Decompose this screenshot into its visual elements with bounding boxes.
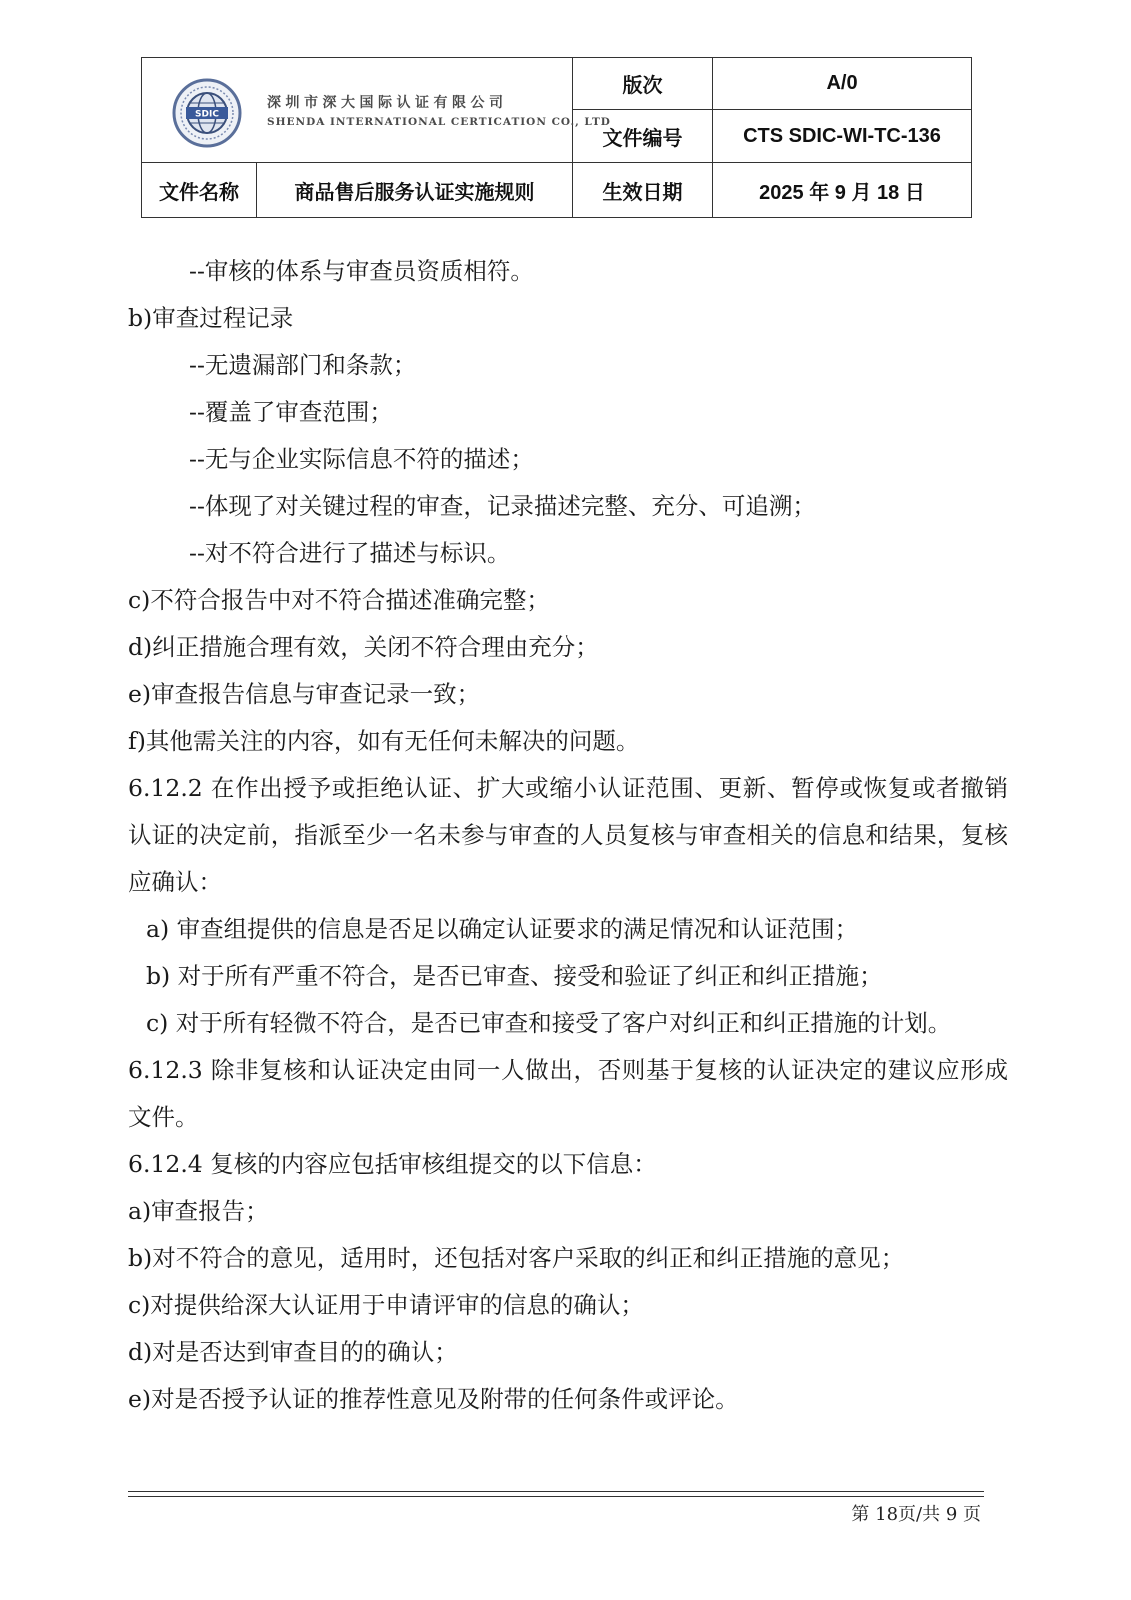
- footer-divider: [128, 1491, 984, 1492]
- doc-number-value: CTS SDIC-WI-TC-136: [713, 110, 972, 163]
- document-body: [128, 248, 1008, 1423]
- text-line: --对不符合进行了描述与标识。: [189, 539, 511, 567]
- page-number: 第 18页/共 9 页: [851, 1504, 981, 1525]
- text-line: --体现了对关键过程的审查，记录描述完整、充分、可追溯；: [189, 492, 816, 520]
- text-line: --无遗漏部门和条款；: [189, 351, 417, 379]
- company-logo: [172, 78, 611, 148]
- doc-name-label: 文件名称: [142, 163, 257, 218]
- text-line: --无与企业实际信息不符的描述；: [189, 445, 534, 473]
- text-line: d)纠正措施合理有效，关闭不符合理由充分；: [128, 633, 599, 661]
- text-line: f)其他需关注的内容，如有无任何未解决的问题。: [128, 727, 640, 755]
- doc-name-value: 商品售后服务认证实施规则: [257, 163, 573, 218]
- text-line: c) 对于所有轻微不符合，是否已审查和接受了客户对纠正和纠正措施的计划。: [146, 1009, 952, 1037]
- text-line: b)审查过程记录: [128, 304, 294, 332]
- clause-6-12-3: 6.12.3 除非复核和认证决定由同一人做出，否则基于复核的认证决定的建议应形成文件。: [128, 1056, 1008, 1131]
- doc-number-label: 文件编号: [573, 110, 713, 163]
- company-logo-cell: [142, 58, 611, 163]
- text-line: a) 审查组提供的信息是否足以确定认证要求的满足情况和认证范围；: [146, 915, 859, 943]
- footer-divider: [128, 1496, 984, 1497]
- text-line: --覆盖了审查范围；: [189, 398, 393, 426]
- text-line: b)对不符合的意见，适用时，还包括对客户采取的纠正和纠正措施的意见；: [128, 1244, 905, 1272]
- svg-text:SDIC: SDIC: [195, 109, 219, 120]
- globe-logo-icon: [172, 78, 242, 148]
- clause-6-12-4: 6.12.4 复核的内容应包括审核组提交的以下信息：: [128, 1150, 657, 1178]
- text-line: c)不符合报告中对不符合描述准确完整；: [128, 586, 550, 614]
- effective-date-value: 2025 年 9 月 18 日: [713, 163, 972, 218]
- company-name-cn: 深圳市深大国际认证有限公司: [267, 95, 508, 111]
- text-line: a)审查报告；: [128, 1197, 269, 1225]
- text-line: e)对是否授予认证的推荐性意见及附带的任何条件或评论。: [128, 1385, 739, 1413]
- clause-6-12-2: 6.12.2 在作出授予或拒绝认证、扩大或缩小认证范围、更新、暂停或恢复或者撤销认证的决定前，指派至少一名未参与审查的人员复核与审查相关的信息和结果，复核应确认：: [128, 774, 1008, 896]
- effective-date-label: 生效日期: [573, 163, 713, 218]
- text-line: c)对提供给深大认证用于申请评审的信息的确认；: [128, 1291, 644, 1319]
- text-line: b) 对于所有严重不符合，是否已审查、接受和验证了纠正和纠正措施；: [146, 962, 883, 990]
- version-value: A/0: [713, 58, 972, 110]
- text-line: e)审查报告信息与审查记录一致；: [128, 680, 481, 708]
- company-name-en: SHENDA INTERNATIONAL CERTICATION CO., LTD: [267, 116, 611, 128]
- text-line: d)对是否达到审查目的的确认；: [128, 1338, 458, 1366]
- document-header-table: [141, 57, 972, 218]
- version-label: 版次: [573, 58, 713, 110]
- text-line: --审核的体系与审查员资质相符。: [189, 257, 534, 285]
